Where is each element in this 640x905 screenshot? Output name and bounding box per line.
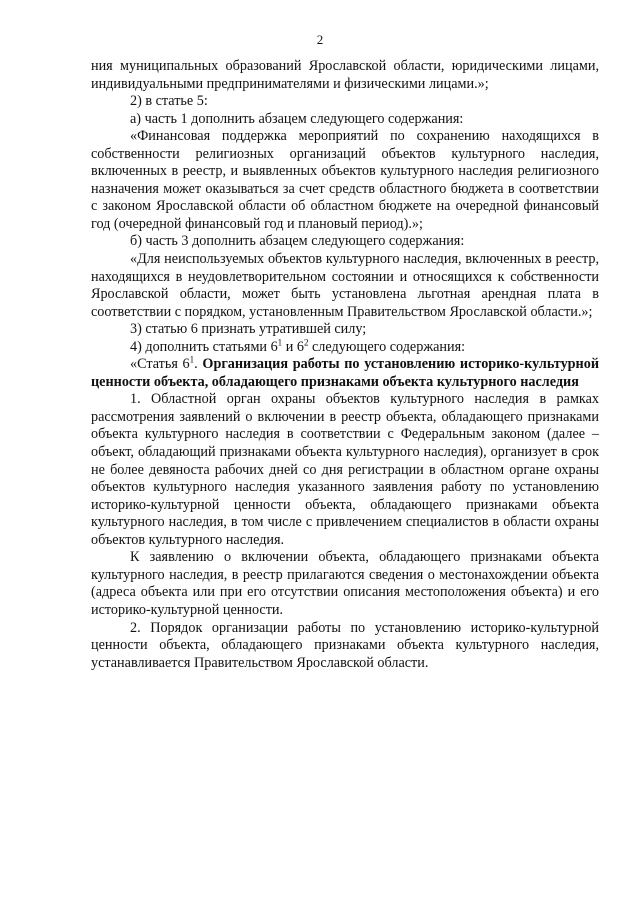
paragraph-continuation: ния муниципальных образований Ярославской области, юридическими лицами, индивидуальными предпринимателями и физическими лицами.»;	[91, 58, 599, 92]
paragraph-item-4	[91, 339, 599, 357]
paragraph-article-attachment: К заявлению о включении объекта, обладающего признаками объекта культурного наследия, в реестр прилагаются сведения о местонахождении объекта (адреса объекта или при его отсутствии описания местоположения объекта) и его историко-культурной ценности.	[91, 549, 599, 618]
article-title: Организация работы по установлению историко-культурной ценности объекта, обладающего признаками объекта культурного наследия	[91, 356, 599, 390]
paragraph-subitem-b: б) часть 3 дополнить абзацем следующего содержания:	[130, 233, 465, 250]
item-4-superscript-1: 1	[277, 337, 283, 348]
item-4-text-end: следующего содержания:	[308, 338, 466, 355]
paragraph-article-part-2: 2. Порядок организации работы по установлению историко-культурной ценности объекта, обладающего признаками объекта культурного наследия, устанавливается Правительством Ярославской области.	[91, 619, 599, 671]
article-superscript: 1	[189, 354, 195, 365]
article-heading	[91, 356, 599, 391]
document-body	[91, 58, 599, 672]
paragraph-quote-rent: «Для неиспользуемых объектов культурного наследия, включенных в реестр, находящихся в неудовлетворительном состоянии и относящихся к собственности Ярославской области, может быть установлена льготная арендная плата в соответствии с порядком, установленным Правительством Ярославской области.»;	[91, 251, 599, 320]
item-4-superscript-2: 2	[303, 337, 309, 348]
item-4-text-start: 4) дополнить статьями 6	[130, 338, 278, 355]
paragraph-subitem-a: а) часть 1 дополнить абзацем следующего содержания:	[130, 110, 464, 127]
paragraph-item-2: 2) в статье 5:	[130, 93, 208, 110]
paragraph-item-3: 3) статью 6 признать утратившей силу;	[130, 321, 367, 338]
item-4-text-middle: и 6	[282, 338, 304, 355]
page-number: 2	[316, 32, 324, 47]
paragraph-article-part-1: 1. Областной орган охраны объектов культурного наследия в рамках рассмотрения заявлений о включении в реестр объекта, обладающего признаками объекта культурного наследия в соответствии с Федеральным законом (далее – объект, обладающий признаками объекта культурного наследия), организует в срок не более девяноста рабочих дней со дня регистрации в областном органе охраны объектов культурного наследия указанного заявления работу по установлению историко-культурной ценности объекта, обладающего признаками объекта культурного наследия, в том числе с привлечением специалистов в области охраны объектов культурного наследия.	[91, 391, 599, 548]
article-label-dot: .	[194, 356, 203, 373]
paragraph-quote-financial-support: «Финансовая поддержка мероприятий по сохранению находящихся в собственности религиозных организаций объектов культурного наследия, включенных в реестр, и выявленных объектов культурного наследия религиозного назначения может оказываться за счет средств областного бюджета в соответствии с законом Ярославской области об областном бюджете на очередной финансовый год (очередной финансовый год и плановый период).»;	[91, 128, 599, 232]
article-label: «Статья 6	[130, 356, 190, 373]
